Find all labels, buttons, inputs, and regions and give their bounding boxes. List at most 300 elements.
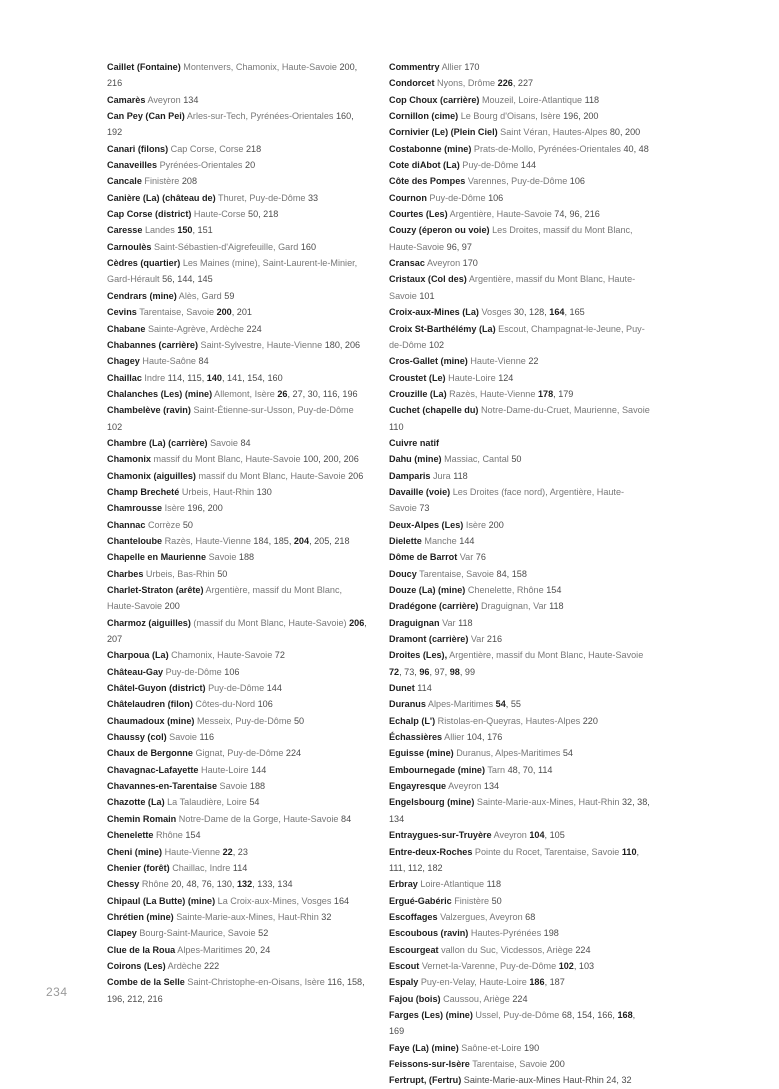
entry-pages (204, 961, 219, 971)
index-entry (107, 370, 369, 386)
page-ref: , 201 (231, 307, 252, 318)
page-ref: 180, 206 (324, 339, 361, 350)
entry-term: Charpoua (La) (107, 650, 169, 661)
page-ref: 30, 128, (513, 307, 550, 318)
page-ref: , 205, 218 (309, 535, 350, 546)
entry-pages (528, 356, 538, 366)
index-entry (107, 811, 369, 827)
entry-term: Echalp (L') (389, 715, 436, 726)
page-ref: 84, 158 (496, 568, 527, 579)
index-entry (389, 435, 651, 451)
entry-term: Chabane (107, 323, 146, 334)
page-ref: 116, 158, 196, 212, 216 (107, 977, 365, 1004)
page-ref: , 103 (573, 960, 595, 971)
page-ref: , 111, 112, 182 (389, 846, 640, 873)
entry-term: Condorcet (389, 78, 435, 89)
entry-term: Dôme de Barrot (389, 552, 458, 563)
entry-term: Cancale (107, 176, 142, 187)
page-ref-main: 164 (549, 307, 565, 318)
entry-location: Caussou, Ariège (443, 993, 510, 1004)
entry-location: Saint-Étienne-sur-Usson, Puy-de-Dôme (193, 405, 354, 416)
entry-location: Saint-Christophe-en-Oisans, Isère (187, 977, 325, 988)
entry-pages (107, 422, 122, 432)
index-entry (389, 566, 651, 582)
index-entry (389, 762, 651, 778)
entry-pages (249, 797, 259, 807)
entry-term: Champ Brecheté (107, 486, 180, 497)
page-ref: 198 (543, 928, 559, 939)
entry-location: Aveyron (426, 258, 461, 269)
entry-term: Chaumadoux (mine) (107, 715, 195, 726)
entry-location: Isère (465, 519, 487, 530)
index-entry (107, 304, 369, 320)
entry-pages (389, 667, 475, 677)
index-entry (107, 222, 369, 238)
entry-term: Clue de la Roua (107, 944, 176, 955)
entry-pages (246, 144, 261, 154)
entry-pages (492, 896, 502, 906)
page-ref: 116 (199, 732, 215, 743)
entry-pages (171, 879, 292, 889)
entry-term: Can Pey (Can Pei) (107, 111, 185, 122)
entry-pages (546, 585, 561, 595)
page-ref: 184, 185, (253, 535, 294, 546)
page-ref-main: 132 (236, 879, 253, 890)
entry-location: Allemont, Isère (214, 388, 275, 399)
page-ref: , 23 (232, 846, 248, 857)
page-ref: 50, 218 (248, 209, 279, 220)
index-entry (389, 925, 651, 941)
entry-term: Chavannes-en-Tarentaise (107, 781, 218, 792)
page-ref-main: 206 (349, 617, 365, 628)
entry-pages (585, 95, 600, 105)
entry-location: Sainte-Marie-aux-Mines, Haut-Rhin (176, 911, 319, 922)
index-entry (107, 778, 369, 794)
entry-term: Escoffages (389, 911, 438, 922)
index-entry (389, 844, 651, 877)
entry-pages (389, 422, 404, 432)
page-ref: 164 (333, 895, 350, 906)
index-entry (107, 141, 369, 157)
index-entry (107, 206, 369, 222)
page-ref-main: 26 (277, 388, 288, 399)
page-ref: 84 (198, 356, 209, 367)
entry-pages (233, 863, 248, 873)
page-ref: 154 (546, 585, 562, 595)
entry-term: Entraygues-sur-Truyère (389, 830, 492, 841)
entry-term: Damparis (389, 470, 431, 481)
index-entry (389, 778, 651, 794)
entry-location: Allier (441, 62, 462, 72)
entry-location: Alès, Gard (178, 290, 222, 301)
entry-term: Chalanches (Les) (mine) (107, 388, 213, 399)
entry-pages (447, 242, 472, 252)
entry-pages (162, 274, 213, 284)
entry-location: Prats-de-Mollo, Pyrénées-Orientales (473, 143, 621, 154)
entry-pages (458, 618, 473, 628)
index-entry (389, 794, 651, 827)
index-entry (389, 1040, 651, 1056)
entry-location: Puy-de-Dôme (462, 160, 519, 171)
index-entry (389, 598, 651, 614)
page-ref-main: 168 (617, 1009, 633, 1020)
entry-location: Argentière, massif du Mont Blanc, Haute-Savoie (449, 650, 644, 661)
index-entry (107, 59, 369, 92)
index-entry (389, 615, 651, 631)
page-ref: 102 (107, 421, 123, 432)
index-entry (389, 631, 651, 647)
page-ref: , 151 (192, 225, 213, 236)
entry-term: Erbray (389, 879, 418, 890)
entry-term: Combe de la Selle (107, 977, 185, 988)
index-entry (389, 1007, 651, 1040)
page-ref: 188 (249, 781, 266, 792)
index-entry (107, 321, 369, 337)
entry-location: Saint-Sébastien-d'Aigrefeuille, Gard (154, 241, 299, 252)
index-entry (389, 108, 651, 124)
index-entry (389, 386, 651, 402)
entry-term: Châtelaudren (filon) (107, 699, 193, 710)
entry-location: Aveyron (147, 94, 181, 105)
index-entry (107, 794, 369, 810)
entry-location: Cap Corse, Corse (170, 143, 244, 154)
entry-location: Messeix, Puy-de-Dôme (196, 715, 292, 726)
index-entry (389, 876, 651, 892)
page-ref: 190 (523, 1042, 540, 1053)
entry-term: Ergué-Gabéric (389, 895, 452, 906)
entry-pages (544, 928, 559, 938)
page-ref: 54 (249, 797, 260, 808)
page-ref: 216 (486, 634, 503, 645)
entry-pages (529, 977, 564, 987)
index-entry (389, 745, 651, 761)
index-entry (389, 533, 651, 549)
entry-location: Ristolas-en-Queyras, Hautes-Alpes (437, 715, 581, 726)
index-entry (389, 713, 651, 729)
entry-pages (497, 569, 527, 579)
entry-term: Entre-deux-Roches (389, 846, 473, 857)
entry-pages (570, 176, 585, 186)
index-entry (107, 239, 369, 255)
page-ref: 32 (321, 911, 332, 922)
entry-location: Indre (144, 372, 166, 383)
entry-pages (419, 503, 429, 513)
page-ref: 56, 144, 145 (162, 274, 213, 285)
index-entry (107, 762, 369, 778)
page-ref: 200, 216 (107, 62, 358, 89)
entry-term: Embournegade (mine) (389, 764, 485, 775)
entry-pages (224, 291, 234, 301)
page-ref: 220 (582, 715, 598, 726)
page-ref: 104, 176 (466, 732, 503, 743)
index-entry (389, 647, 651, 680)
page-ref: 20, 24 (244, 944, 271, 955)
page-ref: 50 (511, 454, 522, 465)
entry-location: Sainte-Marie-aux-Mines, Haut-Rhin (476, 797, 620, 808)
entry-location: massif du Mont Blanc, Haute-Savoie (198, 470, 346, 481)
page-ref: 200 (164, 601, 180, 612)
entry-term: Cournon (389, 192, 427, 203)
page-ref: 50 (217, 568, 228, 579)
entry-location: Chaillac, Indre (172, 862, 231, 873)
entry-location: Bourg-Saint-Maurice, Savoie (139, 928, 256, 939)
page-ref: 102 (428, 339, 445, 350)
page-ref: 118 (453, 470, 468, 481)
entry-term: Dahu (mine) (389, 454, 442, 465)
entry-pages (165, 601, 180, 611)
index-entry (389, 157, 651, 173)
entry-term: Escoubous (ravin) (389, 928, 469, 939)
entry-term: Channac (107, 519, 146, 530)
entry-pages (185, 830, 200, 840)
entry-term: Chipaul (La Butte) (mine) (107, 895, 216, 906)
entry-term: Draguignan (389, 617, 440, 628)
entry-location: Puy-en-Velay, Haute-Loire (420, 977, 527, 988)
index-entry (389, 974, 651, 990)
entry-term: Croustet (Le) (389, 372, 446, 383)
entry-term: Commentry (389, 62, 440, 72)
page-ref: 144 (459, 535, 475, 546)
entry-location: Escout, Champagnat-le-Jeune, Puy-de-Dôme (389, 323, 645, 350)
entry-pages (223, 847, 248, 857)
entry-location: (massif du Mont Blanc, Haute-Savoie) (193, 617, 347, 628)
page-ref-main: 200 (216, 307, 232, 318)
entry-pages (498, 78, 533, 88)
index-entry (389, 549, 651, 565)
page-ref: 160, 192 (107, 111, 354, 138)
page-ref: , 141, 154, 160 (221, 372, 283, 383)
entry-location: Savoie (208, 552, 237, 563)
page-ref: 106 (257, 699, 273, 710)
page-ref-main: 178 (537, 388, 554, 399)
entry-location: Valzergues, Aveyron (440, 911, 523, 922)
index-entry (389, 141, 651, 157)
page-ref: 114 (417, 683, 432, 694)
page-ref: , 179 (553, 388, 574, 399)
page-ref: 50 (294, 715, 305, 726)
page-ref: 110 (389, 421, 404, 432)
index-entry (107, 942, 369, 958)
index-entry (107, 713, 369, 729)
index-entry (107, 108, 369, 141)
entry-term: Cuchet (chapelle du) (389, 405, 479, 416)
entry-pages (187, 503, 222, 513)
entry-location: Mouzeil, Loire-Atlantique (481, 94, 583, 105)
entry-pages (258, 928, 268, 938)
entry-term: Cèdres (quartier) (107, 258, 181, 269)
entry-term: Échassières (389, 732, 443, 743)
entry-pages (538, 389, 573, 399)
entry-term: Cote diAbot (La) (389, 160, 460, 171)
entry-location: massif du Mont Blanc, Haute-Savoie (153, 454, 301, 465)
index-entry (389, 75, 651, 91)
entry-term: Dradégone (carrière) (389, 601, 479, 612)
entry-term: Canière (La) (château de) (107, 192, 216, 203)
entry-term: Canaveilles (107, 160, 158, 171)
entry-term: Feissons-sur-Isère (389, 1058, 470, 1069)
entry-pages (525, 912, 535, 922)
index-entry (107, 468, 369, 484)
page-ref: 118 (458, 617, 473, 628)
entry-pages (239, 552, 254, 562)
entry-location: Le Bourg d'Oisans, Isère (460, 111, 561, 122)
entry-term: Doucy (389, 568, 417, 579)
index-entry (107, 353, 369, 369)
page-ref: 218 (245, 143, 262, 154)
page-ref: , 27, 30, 116, 196 (287, 388, 358, 399)
entry-pages (183, 520, 193, 530)
entry-term: Cornivier (Le) (Plein Ciel) (389, 127, 498, 138)
entry-pages (168, 373, 283, 383)
index-entry (389, 222, 651, 255)
entry-pages (524, 1043, 539, 1053)
index-entry (107, 435, 369, 451)
page-ref: 74, 96, 216 (554, 209, 600, 220)
entry-pages (459, 536, 474, 546)
entry-pages (182, 176, 197, 186)
entry-location: Montenvers, Chamonix, Haute-Savoie (183, 62, 337, 72)
page-ref: 224 (285, 748, 302, 759)
entry-pages (199, 356, 209, 366)
entry-pages (521, 160, 536, 170)
index-entry (107, 337, 369, 353)
entry-pages (277, 389, 357, 399)
entry-term: Cransac (389, 258, 425, 269)
entry-pages (476, 552, 486, 562)
entry-pages (624, 144, 649, 154)
page-ref: 101 (419, 290, 435, 301)
entry-location: Notre-Dame de la Gorge, Haute-Savoie (178, 813, 339, 824)
entry-pages (286, 748, 301, 758)
entry-location: Aveyron (448, 781, 482, 792)
index-column-right (389, 59, 651, 1089)
entry-term: Fajou (bois) (389, 993, 441, 1004)
entry-term: Châtel-Guyon (district) (107, 683, 206, 694)
entry-term: Chabannes (carrière) (107, 339, 198, 350)
page-ref: 20 (245, 160, 256, 171)
index-entry (389, 124, 651, 140)
page-ref: 200 (549, 1058, 565, 1069)
entry-location: Thuret, Puy-de-Dôme (218, 192, 306, 203)
index-entry (389, 370, 651, 386)
page-ref: 106 (224, 666, 240, 677)
entry-term: Engayresque (389, 781, 447, 792)
page-ref: 72 (274, 650, 285, 661)
entry-location: Var (442, 617, 456, 628)
page-ref-main: 204 (293, 535, 310, 546)
page-ref-main: 54 (495, 699, 506, 710)
index-entry (107, 615, 369, 648)
page-ref: 40, 48 (623, 143, 649, 154)
entry-pages (183, 95, 198, 105)
entry-term: Dunet (389, 683, 415, 694)
entry-term: Engelsbourg (mine) (389, 797, 475, 808)
entry-term: Chrétien (mine) (107, 911, 174, 922)
entry-pages (253, 536, 349, 546)
entry-term: Caresse (107, 225, 143, 236)
entry-location: Allier (444, 732, 465, 743)
entry-term: Eguisse (mine) (389, 748, 454, 759)
entry-term: Camarès (107, 94, 146, 105)
page-ref: , 105 (544, 830, 565, 841)
index-entry (107, 860, 369, 876)
entry-location: Loire-Atlantique (420, 879, 485, 890)
page-ref: , 227 (512, 78, 534, 89)
entry-term: Cornillon (cime) (389, 111, 459, 122)
entry-term: Côte des Pompes (389, 176, 466, 187)
page-ref: , 169 (389, 1009, 636, 1037)
page-ref: 144 (520, 160, 537, 171)
entry-location: Jura (432, 470, 451, 481)
entry-term: Cros-Gallet (mine) (389, 356, 468, 367)
entry-term: Faye (La) (mine) (389, 1042, 459, 1053)
entry-term: Clapey (107, 928, 137, 939)
entry-pages (429, 340, 444, 350)
page-ref: 96, 97 (446, 241, 472, 252)
page-ref: 84 (341, 813, 352, 824)
entry-location: La Croix-aux-Mines, Vosges (217, 895, 332, 906)
entry-pages (217, 307, 252, 317)
index-entry (107, 549, 369, 565)
entry-location: Finistère (144, 176, 180, 187)
page-ref: Sainte-Marie-aux-Mines Haut-Rhin 24, 32 (463, 1075, 632, 1086)
entry-pages (294, 716, 304, 726)
entry-term: Chanteloube (107, 535, 163, 546)
index-entry (389, 173, 651, 189)
entry-term: Chambelève (ravin) (107, 405, 191, 416)
entry-location: Les Maines (mine), Saint-Laurent-le-Minier, Gard-Hérault (107, 258, 358, 285)
page-ref: 144 (266, 683, 282, 694)
entry-location: Draguignan, Var (481, 601, 547, 612)
entry-pages (559, 961, 594, 971)
entry-pages (245, 160, 255, 170)
entry-location: Arles-sur-Tech, Pyrénées-Orientales (186, 111, 334, 122)
entry-location: Côtes-du-Nord (195, 699, 256, 710)
index-entry (107, 664, 369, 680)
entry-term: Chavagnac-Lafayette (107, 764, 199, 775)
page-ref: 32, 38, 134 (389, 797, 650, 824)
page-ref: 118 (486, 879, 502, 890)
entry-location: Puy-de-Dôme (208, 683, 265, 694)
page-ref: , 97, (429, 666, 450, 677)
page-ref: 68 (525, 911, 536, 922)
entry-pages (467, 732, 502, 742)
entry-location: Haute-Vienne (164, 846, 221, 857)
entry-location: Savoie (219, 781, 248, 792)
page-ref: 52 (258, 928, 269, 939)
entry-location: Tarn (487, 764, 506, 775)
page-ref: 20, 48, 76, 130, (171, 879, 237, 890)
entry-term: Chamonix (aiguilles) (107, 470, 196, 481)
index-entry (107, 729, 369, 745)
entry-pages (334, 896, 349, 906)
entry-location: Chenelette, Rhône (467, 585, 544, 595)
entry-pages (257, 487, 272, 497)
page-ref: 33 (308, 192, 319, 203)
index-entry (389, 353, 651, 369)
entry-location: Var (459, 552, 474, 563)
entry-term: Chaussy (col) (107, 732, 167, 743)
page-ref: , 207 (107, 617, 367, 645)
index-entry (107, 745, 369, 761)
entry-location: La Talaudière, Loire (167, 797, 247, 808)
page-ref: , 73, (399, 666, 420, 677)
entry-location: Les Droites, massif du Mont Blanc, Haute-Savoie (389, 225, 633, 252)
page-ref-main: 226 (497, 78, 513, 89)
entry-term: Escourgeat (389, 944, 439, 955)
entry-location: Haute-Corse (193, 209, 246, 220)
entry-term: Duranus (389, 699, 426, 710)
